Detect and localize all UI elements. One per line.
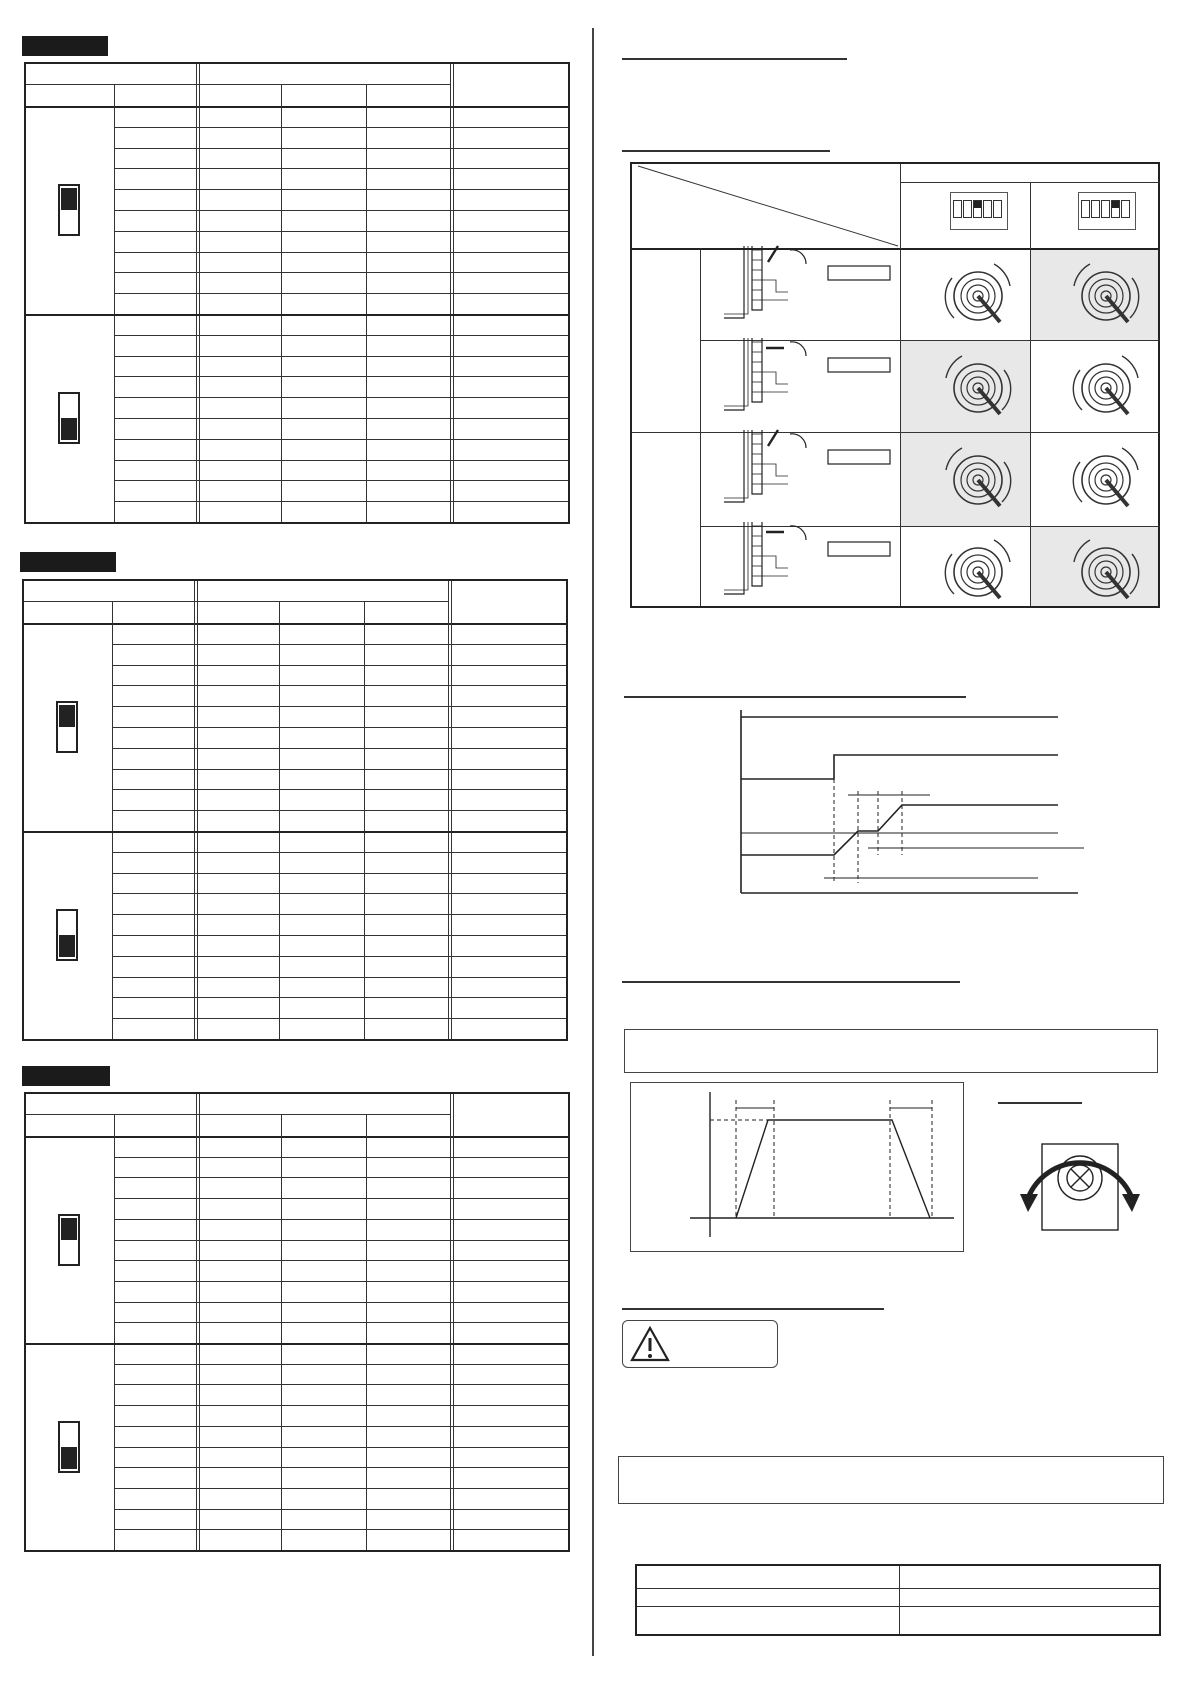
settings-table-2 — [22, 579, 568, 1041]
adjust-knob-icon — [1068, 536, 1144, 612]
table-tag-2 — [20, 552, 116, 572]
dip-slot — [973, 200, 982, 218]
dip-slot — [1111, 200, 1120, 218]
slide-switch-icon — [58, 184, 80, 236]
specification-table — [635, 1564, 1161, 1636]
dip-slot — [1091, 200, 1100, 218]
ladder-diagram — [710, 332, 890, 416]
section-5-heading-rule — [622, 1308, 884, 1310]
slide-switch-icon — [58, 1214, 80, 1266]
slide-switch-icon — [56, 909, 78, 961]
adjust-knob-icon — [940, 352, 1016, 428]
section-4-heading-rule — [622, 981, 960, 983]
ladder-diagram — [710, 240, 890, 324]
section-2-heading-rule — [622, 150, 830, 152]
rotate-knob-icon — [1010, 1136, 1150, 1236]
dip-slot — [983, 200, 992, 218]
dip-slot — [993, 200, 1002, 218]
section-1-heading-rule — [622, 58, 847, 60]
legend-heading-rule — [998, 1102, 1082, 1104]
dip-slot — [963, 200, 972, 218]
dip-slot — [1121, 200, 1130, 218]
dip-slot — [1081, 200, 1090, 218]
adjust-knob-icon — [940, 536, 1016, 612]
settings-table-3 — [24, 1092, 570, 1552]
slide-switch-icon — [58, 392, 80, 444]
settings-table-1 — [24, 62, 570, 524]
warning-triangle-icon — [630, 1326, 670, 1362]
note-box-1 — [624, 1029, 1158, 1073]
adjust-knob-icon — [1068, 260, 1144, 336]
note-box-2 — [618, 1456, 1164, 1504]
slide-switch-icon — [56, 701, 78, 753]
adjust-knob-icon — [1068, 352, 1144, 428]
table-tag-1 — [22, 36, 108, 56]
section-3-heading-rule — [624, 696, 966, 698]
adjust-knob-icon — [940, 260, 1016, 336]
dip-slot — [1101, 200, 1110, 218]
dip-slot — [953, 200, 962, 218]
adjust-knob-icon — [940, 444, 1016, 520]
table-tag-3 — [22, 1066, 110, 1086]
adjust-knob-icon — [1068, 444, 1144, 520]
ladder-diagram — [710, 424, 890, 508]
ladder-diagram — [710, 516, 890, 600]
column-divider — [592, 28, 594, 1656]
slide-switch-icon — [58, 1421, 80, 1473]
ramp-graph — [630, 1082, 964, 1252]
timing-diagram — [730, 705, 1090, 895]
